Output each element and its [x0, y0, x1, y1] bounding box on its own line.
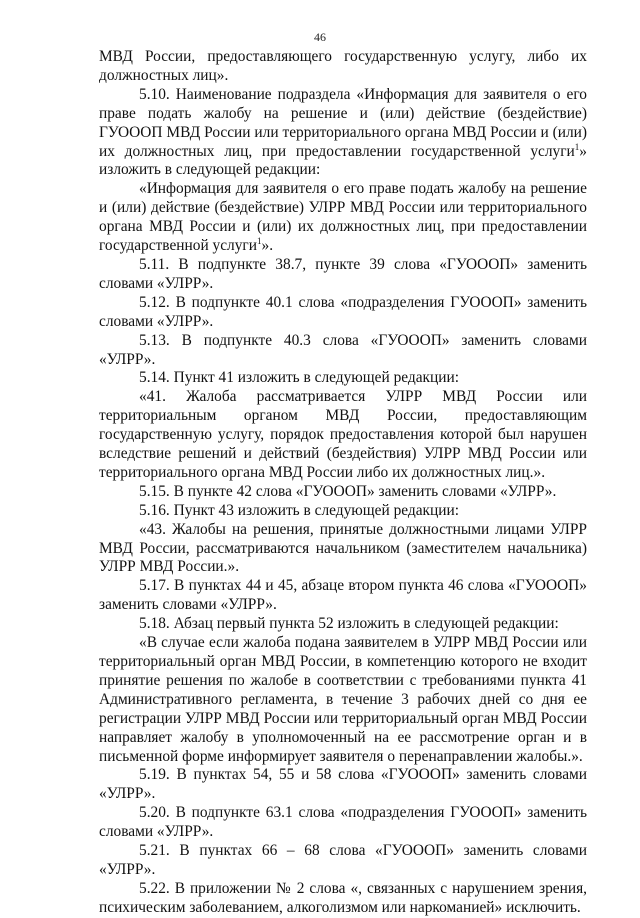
- paragraph: [99, 388, 587, 483]
- paragraph: [99, 842, 587, 880]
- paragraph-text: МВД России, предоставляющего государственную услугу, либо их должностных лиц».: [99, 48, 587, 84]
- paragraph-text-tail: » изложить в следующей редакции:: [99, 142, 587, 179]
- paragraph: [99, 294, 587, 332]
- paragraph: [99, 256, 587, 294]
- paragraph-text: 5.20. В подпункте 63.1 слова «подразделения ГУОООП» заменить словами «УЛРР».: [99, 804, 587, 841]
- paragraph: [99, 615, 587, 634]
- paragraph: [99, 369, 587, 388]
- paragraph-text-tail: ».: [261, 237, 274, 255]
- paragraph: [99, 332, 587, 370]
- paragraph-text: 5.14. Пункт 41 изложить в следующей редакции:: [139, 369, 460, 387]
- paragraph: [99, 804, 587, 842]
- paragraph-text: 5.10. Наименование подраздела «Информация для заявителя о его праве подать жалобу на решение и (или) действие (бездействие) ГУОООП МВД России или территориального органа МВД России и (или) их должностных лиц, при предоставлении государственной услуги: [99, 85, 587, 160]
- page-number: 46: [314, 30, 326, 44]
- footnote-marker: 1: [574, 141, 580, 152]
- paragraph-text: 5.21. В пунктах 66 – 68 слова «ГУОООП» заменить словами «УЛРР».: [99, 842, 587, 878]
- paragraph-text: 5.15. В пункте 42 слова «ГУОООП» заменить словами «УЛРР».: [139, 482, 557, 500]
- paragraph-text: 5.12. В подпункте 40.1 слова «подразделения ГУОООП» заменить словами «УЛРР».: [99, 293, 587, 330]
- paragraph: [99, 880, 587, 918]
- document-body: [99, 48, 587, 918]
- paragraph: [99, 180, 587, 256]
- paragraph-text: «41. Жалоба рассматривается УЛРР МВД России или территориальным органом МВД России, предоставляющим государственную услугу, порядок предоставления которой был нарушен вследствие решений и действий (бездействия) УЛРР МВД России или территориального органа МВД России либо их должностных лиц.».: [99, 388, 587, 481]
- paragraph-text: 5.19. В пунктах 54, 55 и 58 слова «ГУОООП» заменить словами «УЛРР».: [99, 766, 587, 803]
- paragraph-text: 5.22. В приложении № 2 слова «, связанных с нарушением зрения, психическим заболеванием, алкоголизмом или наркоманией» исключить.: [99, 879, 587, 916]
- paragraph-text: «Информация для заявителя о его праве подать жалобу на решение и (или) действие (бездействие) УЛРР МВД России или территориального органа МВД России и (или) их должностных лиц, при предоставлении государственной услуги: [99, 180, 587, 255]
- paragraph: [99, 48, 587, 86]
- paragraph-text: «43. Жалобы на решения, принятые должностными лицами УЛРР МВД России, рассматриваются начальником (заместителем начальника) УЛРР МВД России.».: [99, 520, 587, 576]
- paragraph: [99, 521, 587, 578]
- paragraph: [99, 577, 587, 615]
- paragraph: [99, 502, 587, 521]
- footnote-marker: 1: [257, 235, 262, 246]
- paragraph: [99, 634, 587, 766]
- paragraph-text: 5.18. Абзац первый пункта 52 изложить в следующей редакции:: [139, 615, 559, 633]
- paragraph-text: 5.11. В подпункте 38.7, пункте 39 слова «ГУОООП» заменить словами «УЛРР».: [99, 255, 587, 292]
- paragraph-text: 5.17. В пунктах 44 и 45, абзаце втором пункта 46 слова «ГУОООП» заменить словами «УЛРР».: [99, 577, 587, 614]
- paragraph-text: 5.13. В подпункте 40.3 слова «ГУОООП» заменить словами «УЛРР».: [99, 331, 587, 368]
- paragraph: [99, 86, 587, 181]
- paragraph-text: 5.16. Пункт 43 изложить в следующей редакции:: [139, 501, 460, 519]
- paragraph: [99, 483, 587, 502]
- paragraph-text: «В случае если жалоба подана заявителем в УЛРР МВД России или территориальный орган МВД России, в компетенцию которого не входит принятие решения по жалобе в соответствии с требованиями пункта 41 Административного регламента, в течение 3 рабочих дней со дня ее регистрации УЛРР МВД России или территориальный орган МВД России направляет жалобу в уполномоченный на ее рассмотрение орган и в письменной форме информирует заявителя о перенаправлении жалобы.».: [99, 634, 587, 765]
- paragraph: [99, 766, 587, 804]
